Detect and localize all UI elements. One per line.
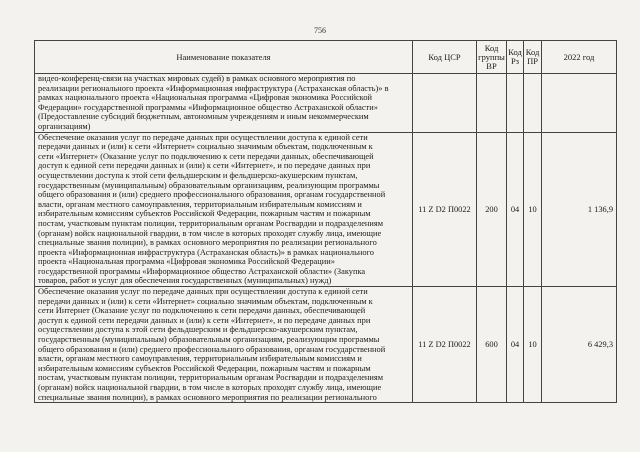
description-line: товаров, работ и услуг для обеспечения государственных (муниципальных) нужд): [38, 276, 332, 286]
description-line: организациям): [38, 121, 91, 131]
description-line: власти, органам местного самоуправления, территориальным избирательным комиссиям и: [38, 354, 362, 364]
header-vr: Код группы ВР: [477, 41, 507, 74]
table-row: [35, 74, 617, 133]
description-line: избирательным комиссиям субъектов Российской Федерации, пожарным частям и пожарным: [38, 363, 371, 373]
row-csr-code: [413, 74, 477, 133]
row-vr-code: [477, 74, 507, 133]
row-csr-code: 11 Z D2 П0022: [413, 287, 477, 403]
row-pr-code: 10: [524, 287, 542, 403]
description-line: постам, участковым пунктам полиции, территориальным органам Росгвардии и подразделениям: [38, 373, 384, 383]
description-line: (органам) войск национальной гвардии, в том числе в которых проходят службу лица, имеющие: [38, 228, 382, 238]
header-csr: Код ЦСР: [413, 41, 477, 74]
description-line: специальные звания полиции), в рамках основного мероприятия по реализации регионального: [38, 392, 377, 402]
row-rz-code: 04: [507, 287, 524, 403]
table-row: [35, 287, 617, 403]
row-vr-code: 600: [477, 287, 507, 403]
description-line: передачи данных и (или) к сети «Интернет» социально значимым объектам, подключенным к: [38, 296, 373, 306]
description-line: реализации регионального проекта «Информационная инфраструктура (Астраханская область)» в: [38, 83, 389, 93]
header-year: 2022 год: [542, 41, 617, 74]
description-line: видео-конференц-связи на участках мировых судей) в рамках основного мероприятия по: [38, 74, 356, 83]
description-line: государственным (муниципальным) образовательным организациям, реализующим программы: [38, 180, 380, 190]
description-line: власти, органам местного самоуправления, территориальным избирательным комиссиям и: [38, 199, 362, 209]
row-rz-code: [507, 74, 524, 133]
description-line: постам, участковым пунктам полиции, территориальным органам Росгвардии и подразделениям: [38, 218, 384, 228]
description-line: доступ к единой сети передачи данных и (или) к сети «Интернет», и по передаче данных при: [38, 315, 371, 325]
row-amount: 1 136,9: [542, 132, 617, 287]
description-line: рамках национального проекта «Национальная программа «Цифровая экономика Российской: [38, 93, 372, 103]
header-pr: Код ПР: [524, 41, 542, 74]
row-description: [35, 74, 413, 133]
page-number: 756: [314, 26, 326, 35]
row-rz-code: 04: [507, 132, 524, 287]
description-line: проекта «Национальная программа «Цифровая экономика Российской Федерации»: [38, 257, 335, 267]
description-line: осуществлении доступа к этой сети фельдшерским и фельдшерско-акушерским пунктам,: [38, 170, 358, 180]
description-line: Федерации» государственной программы «Информационное общество Астраханской области»: [38, 102, 378, 112]
table-header-row: [35, 41, 617, 74]
description-line: государственной программы «Информационное общество Астраханской области» (Закупка: [38, 266, 366, 276]
description-line: сети Интернет (Оказание услуг по подключению к сети передачи данных, обеспечивающей: [38, 306, 366, 316]
description-line: передачи данных и (или) к сети «Интернет» социально значимым объектам, подключенным к: [38, 142, 373, 152]
description-line: (органам) войск национальной гвардии, в том числе в которых проходят службу лица, имеющие: [38, 383, 382, 392]
row-csr-code: 11 Z D2 П0022: [413, 132, 477, 287]
description-line: специальные звания полиции), в рамках основного мероприятия по реализации регионального: [38, 238, 377, 248]
description-line: общего образования и (или) среднего профессионального образования, органам государственной: [38, 190, 386, 200]
header-rz: Код Рз: [507, 41, 524, 74]
row-amount: [542, 74, 617, 133]
description-line: общего образования и (или) среднего профессионального образования, органам государственной: [38, 344, 386, 354]
table-row: [35, 132, 617, 287]
description-line: (Предоставление субсидий бюджетным, автономным учреждениям и иным некоммерческим: [38, 112, 369, 122]
row-vr-code: 200: [477, 132, 507, 287]
description-line: Обеспечение оказания услуг по передаче данных при осуществлении доступа к единой сети: [38, 132, 368, 142]
row-description: [35, 132, 413, 287]
budget-table: [34, 40, 617, 403]
description-line: избирательным комиссиям субъектов Российской Федерации, пожарным частям и пожарным: [38, 209, 371, 219]
description-line: сети «Интернет» (Оказание услуг по подключению к сети передачи данных, обеспечивающей: [38, 151, 374, 161]
row-description: [35, 287, 413, 403]
description-line: доступ к единой сети передачи данных и (или) к сети «Интернет», и по передаче данных при: [38, 161, 371, 171]
description-line: Обеспечение оказания услуг по передаче данных при осуществлении доступа к единой сети: [38, 287, 368, 297]
description-line: проекта «Информационная инфраструктура (Астраханская область)» в рамках национального: [38, 247, 374, 257]
row-pr-code: [524, 74, 542, 133]
row-pr-code: 10: [524, 132, 542, 287]
description-line: государственным (муниципальным) образовательным организациям, реализующим программы: [38, 335, 380, 345]
row-amount: 6 429,3: [542, 287, 617, 403]
header-name: Наименование показателя: [35, 41, 413, 74]
description-line: осуществлении доступа к этой сети фельдшерским и фельдшерско-акушерским пунктам,: [38, 325, 358, 335]
